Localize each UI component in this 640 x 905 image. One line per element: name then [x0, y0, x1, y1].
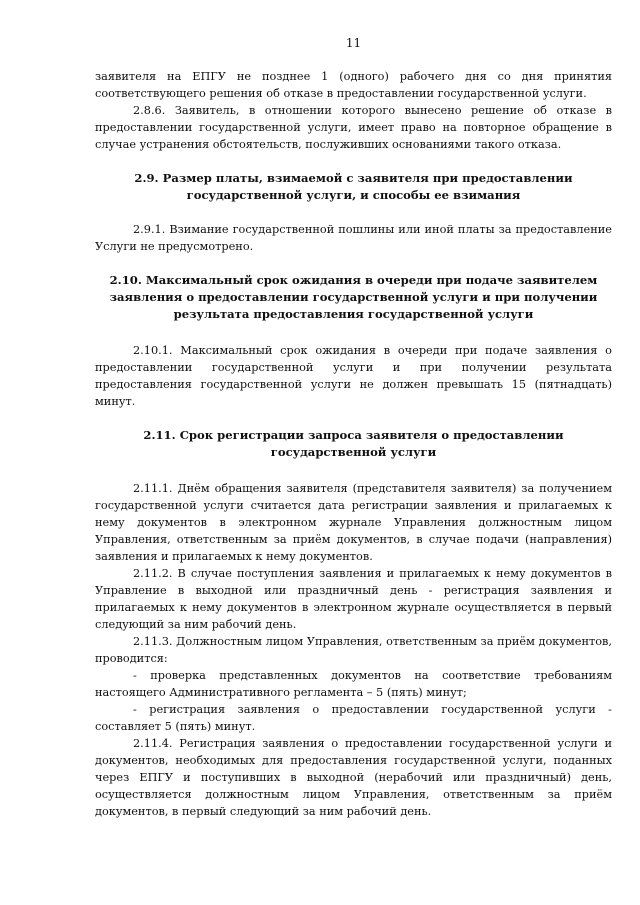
paragraph-2-11-3: 2.11.3. Должностным лицом Управления, ответственным за приём документов, проводится: [95, 635, 612, 665]
document-page [95, 36, 612, 820]
paragraph-2-8-5-continuation: заявителя на ЕПГУ не позднее 1 (одного) рабочего дня со дня принятия соответствующего решения об отказе в предоставлении государственной услуги. [95, 70, 612, 100]
paragraph-2-11-1: 2.11.1. Днём обращения заявителя (представителя заявителя) за получением государственной услуги считается дата регистрации заявления и прилагаемых к нему документов в электронном журнале Управления должностным лицом Управления, ответственным за приём документов, в случае подачи (направления) заявления и прилагаемых к нему документов. [95, 482, 612, 563]
list-item-registration: - регистрация заявления о предоставлении государственной услуги - составляет 5 (пять) минут. [95, 703, 612, 733]
section-heading-2-9: 2.9. Размер платы, взимаемой с заявителя при предоставлении государственной услуги, и способы ее взимания [134, 171, 573, 202]
paragraph-2-11-2: 2.11.2. В случае поступления заявления и прилагаемых к нему документов в Управление в выходной или праздничный день - регистрация заявления и прилагаемых к нему документов в электронном журнале осуществляется в первый следующий за ним рабочий день. [95, 567, 612, 631]
paragraph-2-9-1: 2.9.1. Взимание государственной пошлины или иной платы за предоставление Услуги не предусмотрено. [95, 223, 612, 253]
section-heading-2-10: 2.10. Максимальный срок ожидания в очереди при подаче заявителем заявления о предоставлении государственной услуги и при получении результата предоставления государственной услуги [109, 273, 598, 321]
paragraph-2-10-1: 2.10.1. Максимальный срок ожидания в очереди при подаче заявления о предоставлении государственной услуги и при получении результата предоставления государственной услуги не должен превышать 15 (пятнадцать) минут. [95, 344, 612, 408]
section-heading-2-11: 2.11. Срок регистрации запроса заявителя о предоставлении государственной услуги [143, 428, 564, 459]
paragraph-2-8-6: 2.8.6. Заявитель, в отношении которого вынесено решение об отказе в предоставлении государственной услуги, имеет право на повторное обращение в случае устранения обстоятельств, послуживших основаниями такого отказа. [95, 104, 612, 151]
list-item-document-check: - проверка представленных документов на соответствие требованиям настоящего Административного регламента – 5 (пять) минут; [95, 669, 612, 699]
paragraph-2-11-4: 2.11.4. Регистрация заявления о предоставлении государственной услуги и документов, необходимых для предоставления государственной услуги, поданных через ЕПГУ и поступивших в выходной (нерабочий или праздничный) день, осуществляется должностным лицом Управления, ответственным за приём документов, в первый следующий за ним рабочий день. [95, 737, 612, 818]
page-number: 11 [345, 36, 362, 50]
